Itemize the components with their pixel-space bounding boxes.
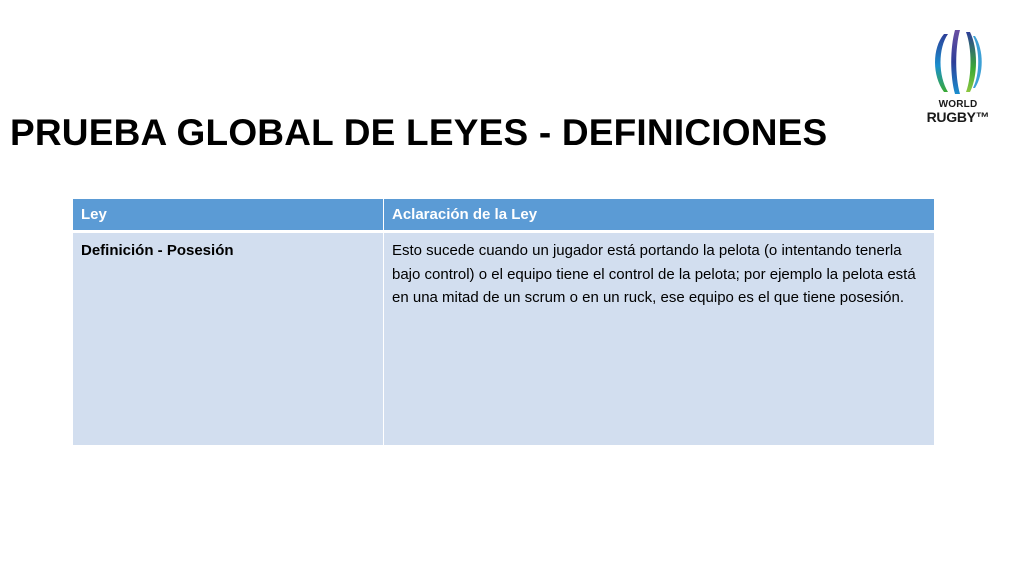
logo-text-rugby: RUGBY™ (926, 109, 990, 125)
rugby-ball-logo-icon (926, 26, 990, 98)
column-header-law: Ley (73, 199, 384, 232)
world-rugby-logo (926, 26, 990, 126)
table-row (73, 232, 935, 446)
law-term-cell: Definición - Posesión (73, 232, 384, 446)
logo-text-world: WORLD (938, 99, 978, 110)
law-definition-table (72, 198, 935, 446)
law-explanation-cell: Esto sucede cuando un jugador está portando la pelota (o intentando tenerla bajo control) o el equipo tiene el control de la pelota; por ejemplo la pelota está en una mitad de un scrum o en un ruck, ese equipo es el que tiene posesión. (384, 232, 935, 446)
slide-title: PRUEBA GLOBAL DE LEYES - DEFINICIONES (10, 112, 828, 153)
table-header-row (73, 199, 935, 232)
column-header-explanation: Aclaración de la Ley (384, 199, 935, 232)
